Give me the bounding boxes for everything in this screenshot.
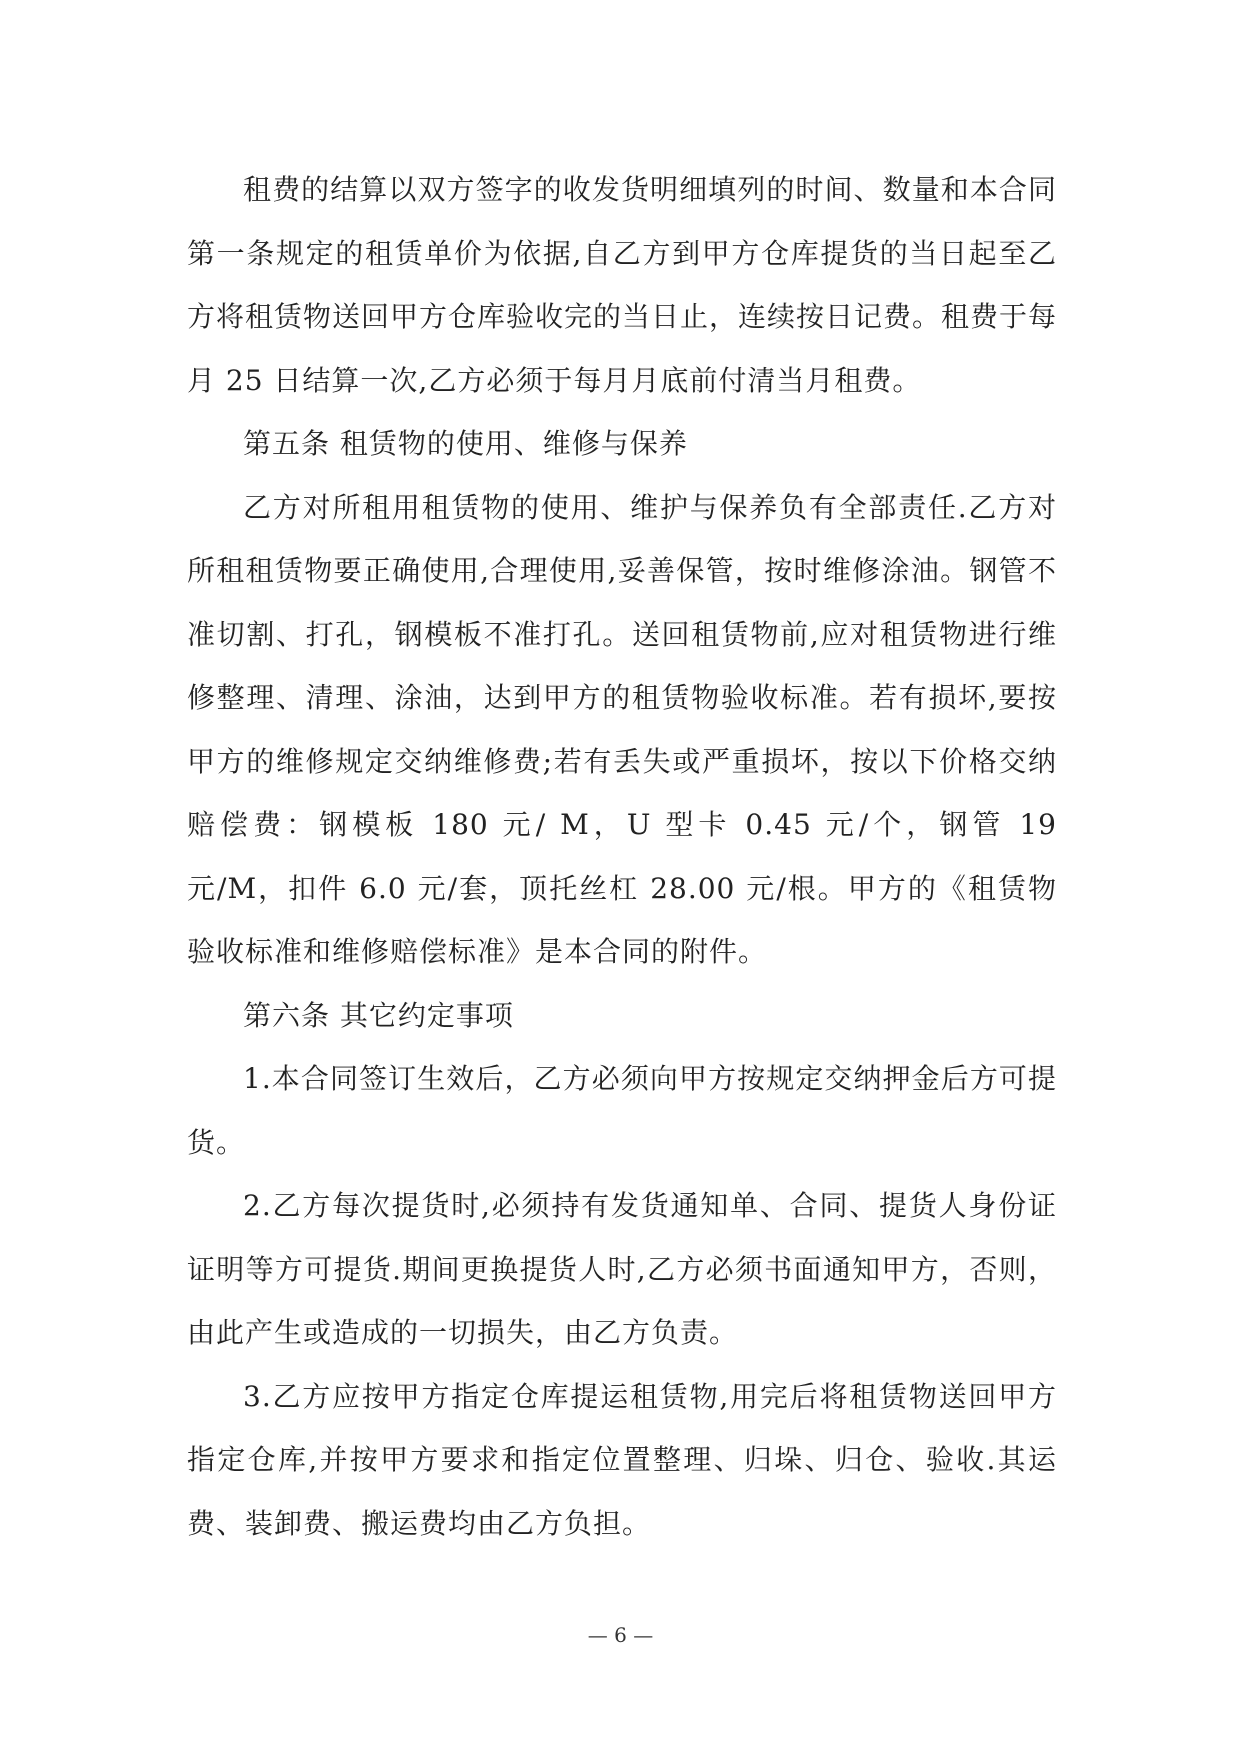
document-body <box>187 158 1057 1555</box>
paragraph-clause-2: 2.乙方每次提货时,必须持有发货通知单、合同、提货人身份证证明等方可提货.期间更换提货人时,乙方必须书面通知甲方，否则，由此产生或造成的一切损失，由乙方负责。 <box>187 1189 1057 1349</box>
paragraph-use-maintenance: 乙方对所租用租赁物的使用、维护与保养负有全部责任.乙方对所租租赁物要正确使用,合理使用,妥善保管，按时维修涂油。钢管不准切割、打孔，钢模板不准打孔。送回租赁物前,应对租赁物进行维修整理、清理、涂油，达到甲方的租赁物验收标准。若有损坏,要按甲方的维修规定交纳维修费;若有丢失或严重损坏，按以下价格交纳赔偿费：钢模板 180 元/ M，U 型卡 0.45 元/个，钢管 19 元/M，扣件 6.0 元/套，顶托丝杠 28.00 元/根。甲方的《租赁物验收标准和维修赔偿标准》是本合同的附件。 <box>187 490 1057 968</box>
paragraph-rent-settlement: 租费的结算以双方签字的收发货明细填列的时间、数量和本合同第一条规定的租赁单价为依据,自乙方到甲方仓库提货的当日起至乙方将租赁物送回甲方仓库验收完的当日止，连续按日记费。租费于每月 25 日结算一次,乙方必须于每月月底前付清当月租费。 <box>187 173 1058 397</box>
paragraph-clause-3: 3.乙方应按甲方指定仓库提运租赁物,用完后将租赁物送回甲方指定仓库,并按甲方要求和指定位置整理、归垛、归仓、验收.其运费、装卸费、搬运费均由乙方负担。 <box>187 1379 1057 1540</box>
article-5-heading: 第五条 租赁物的使用、维修与保养 <box>243 427 688 460</box>
page-number: — 6 — <box>587 1623 654 1647</box>
paragraph-clause-1: 1.本合同签订生效后，乙方必须向甲方按规定交纳押金后方可提货。 <box>187 1062 1057 1159</box>
article-6-heading: 第六条 其它约定事项 <box>243 998 514 1032</box>
